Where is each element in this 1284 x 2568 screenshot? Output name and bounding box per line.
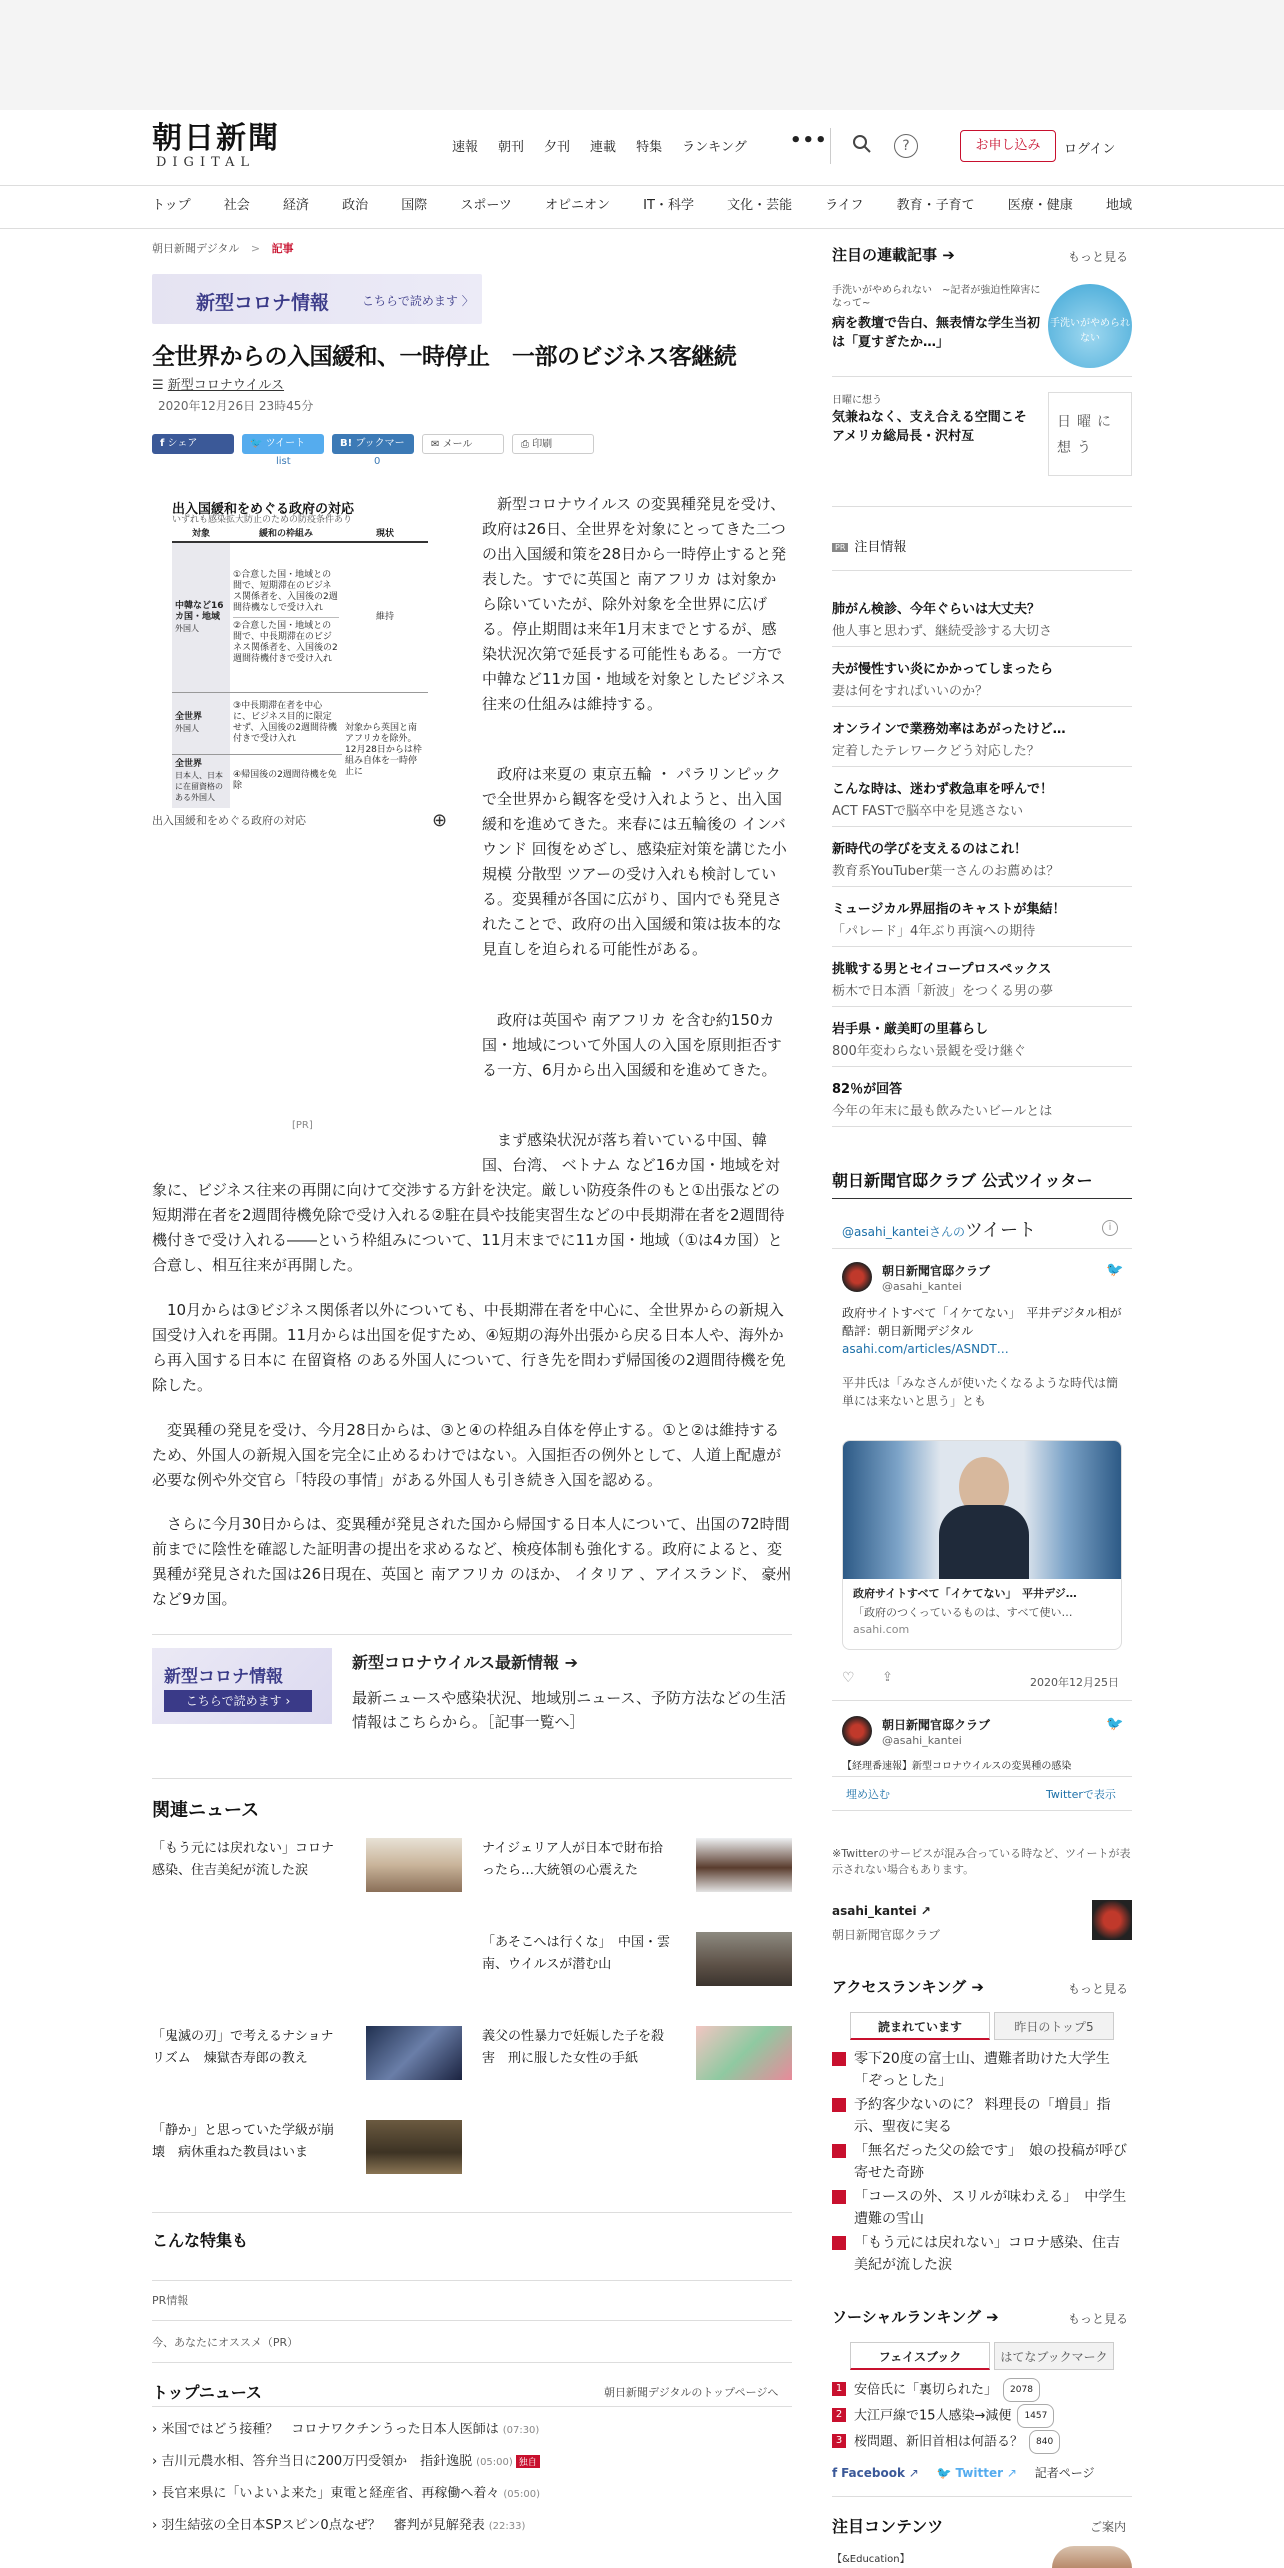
nav-item-choukan[interactable]: 朝刊 — [498, 140, 525, 155]
help-icon[interactable]: ? — [894, 134, 918, 158]
breadcrumb-current: 記事 — [271, 242, 294, 255]
divider — [832, 826, 1132, 827]
related-news-title: 関連ニュース — [152, 1800, 260, 1821]
featured-thumb-image[interactable] — [1052, 2546, 1132, 2568]
account-avatar[interactable] — [1092, 1900, 1132, 1940]
tweet-card-image — [843, 1441, 1121, 1579]
top-nav — [452, 136, 767, 155]
nav-item-sokuho[interactable]: 速報 — [452, 140, 479, 155]
bookmark-share-button[interactable]: B! ブックマーク — [332, 434, 414, 454]
social-ranking-item[interactable]: 1 安倍氏に「裏切られた」 2078 — [832, 2378, 1132, 2402]
cat-education[interactable]: 教育・子育て — [896, 198, 975, 213]
rank-marker — [832, 2144, 846, 2158]
twitter-bird-icon: 🐦 — [1106, 1716, 1124, 1732]
divider — [830, 128, 831, 164]
tweet-link[interactable]: asahi.com/articles/ASNDT… — [842, 1342, 1009, 1356]
apply-button[interactable]: お申し込み — [960, 130, 1056, 162]
pr-label: [PR] — [292, 1120, 313, 1131]
social-more-link[interactable]: もっと見る — [1068, 2312, 1129, 2326]
divider — [832, 1198, 1132, 1199]
rank-marker — [832, 2052, 846, 2066]
divider — [0, 228, 1284, 229]
pr-item-title[interactable]: ミュージカル界屈指のキャストが集結！ — [832, 902, 1066, 917]
pr-item-title[interactable]: 夫が慢性すい炎にかかってしまったら — [832, 662, 1054, 677]
pr-item-sub[interactable]: 教育系YouTuber葉一さんのお薦めは？ — [832, 864, 1060, 879]
featured-guide-link[interactable]: ご案内 — [1090, 2520, 1127, 2534]
tweet-card-desc: 「政府のつくっているものは、すべて使い… — [853, 1606, 1073, 1619]
figure-caption: 出入国緩和をめぐる政府の対応 — [152, 814, 306, 827]
nav-item-tokushu[interactable]: 特集 — [636, 140, 663, 155]
article-paragraph: まず感染状況が落ち着いている中国、韓国、台湾、 ベトナム など16カ国・地域を対象に、ビジネス往来の再開に向けて交渉する方針を決定。厳しい防疫条件のもと①出張などの短期滞在者を2週間待機免除で受け入れる②駐在員や技能実習生などの中長期滞在者を2週間待機付きで受け入れる――という枠組みについて、11月末までに11カ国・地域（①は4カ国）と合意し、相互往来が再開した。 — [152, 1131, 785, 1274]
info-icon[interactable]: i — [1102, 1220, 1118, 1236]
article-paragraph-wrap — [152, 1128, 792, 1278]
pr-item-sub[interactable]: 「パレード」4年ぶり再演への期待 — [832, 924, 1036, 939]
site-logo[interactable]: 朝日新聞 DIGITAL — [152, 121, 280, 170]
pr-item-sub[interactable]: 栃木で日本酒「新波」をつくる男の夢 — [832, 984, 1054, 999]
pr-item-title[interactable]: 挑戦する男とセイコープロスペックス — [832, 962, 1052, 977]
rank-marker — [832, 2190, 846, 2204]
cat-politics[interactable]: 政治 — [342, 198, 369, 213]
bookmark-count[interactable]: 0 — [374, 456, 381, 467]
divider — [152, 2406, 792, 2407]
tab-yesterday-top5[interactable]: 昨日のトップ5 — [994, 2012, 1114, 2040]
access-more-link[interactable]: もっと見る — [1068, 1982, 1129, 1996]
divider — [832, 1776, 1132, 1777]
article-paragraph: 変異種の発見を受け、今月28日からは、③と④の枠組み自体を停止する。①と②は維持するため、外国人の新規入国を完全に止めるわけではない。入国拒否の例外として、人道上配慮が必要な例や外交官ら「特段の事情」がある外国人も引き続き入国を認める。 — [152, 1421, 782, 1489]
divider — [832, 1700, 1132, 1701]
article-title: 全世界からの入国緩和、一時停止 一部のビジネス客継続 — [152, 344, 737, 370]
view-on-twitter-link[interactable]: Twitterで表示 — [1046, 1788, 1116, 1801]
access-ranking-item[interactable]: 予約客少ないのに？ 料理長の「増員」指示、聖夜に実る — [832, 2094, 1132, 2138]
divider — [832, 1810, 1132, 1811]
serial-label: 日曜に想う — [832, 395, 882, 406]
related-item[interactable]: 「もう元には戻れない」コロナ感染、住吉美紀が流した涙 — [152, 1841, 335, 1878]
divider — [832, 506, 1132, 507]
cat-economy[interactable]: 経済 — [282, 198, 309, 213]
tweet-author[interactable]: 朝日新聞官邸クラブ — [882, 1718, 991, 1732]
related-thumb-image[interactable] — [696, 2026, 792, 2080]
top-news-item[interactable]: › 長官来県に「いよいよ来た」東電と経産省、再稼働へ着々 (05:00) — [152, 2486, 540, 2501]
nav-item-rensai[interactable]: 連載 — [590, 140, 617, 155]
cat-health[interactable]: 医療・健康 — [1007, 198, 1073, 213]
cat-international[interactable]: 国際 — [401, 198, 428, 213]
divider — [832, 946, 1132, 947]
twitter-bird-icon: 🐦 — [1106, 1262, 1124, 1278]
tweet-card[interactable] — [842, 1440, 1122, 1650]
recommend-label: 今、あなたにオススメ（PR） — [152, 2336, 299, 2349]
share-count-badge: 2078 — [1003, 2378, 1040, 2402]
share-count-badge: 840 — [1029, 2430, 1060, 2454]
ad-banner-area — [0, 0, 1284, 110]
serial-thumb-image[interactable]: 日曜に想う — [1048, 392, 1132, 476]
covid-latest-body: 最新ニュースや感染状況、地域別ニュース、予防方法などの生活情報はこちらから。［記事一覧へ］ — [352, 1689, 786, 1731]
related-item[interactable]: 義父の性暴力で妊娠した子を殺害 刑に服した女性の手紙 — [482, 2029, 665, 2066]
share-count-badge: 1457 — [1017, 2404, 1054, 2428]
serial-item-title[interactable]: 病を教壇で告白、無表情な学生当初は「夏すぎたか…」 — [832, 316, 1041, 350]
cat-sports[interactable]: スポーツ — [460, 198, 512, 213]
serial-more-link[interactable]: もっと見る — [1068, 250, 1129, 264]
policy-table: 対象 緩和の枠組み 現状 中韓など16カ国・地域 外国人 ①合意した国・地域との間で、短期滞在のビジネス関係者を、入国後の2週間待機なしで受け入れ ②合意した国・地域との間で、中長期滞在のビジネス関係者を、入国後の2週間待機付きで受け入れ 維持 全世界 外国人 ③中長期滞在者を中心に、ビジネス目的に限定せず、入国後の2週間待機付きで受け入れ 対象から英国と南アフリカを除外。12月28日からは枠組み自体を一時停止に 全世界 日本人、日本に在留資格のある外国人 ④帰国後の2週間待機を免除 — [172, 524, 428, 808]
twitter-note: ※Twitterのサービスが混み合っている時など、ツイートが表示されない場合もあります。 — [832, 1847, 1131, 1876]
top-news-item[interactable]: › 羽生結弦の全日本SPスピン0点なぜ？ 審判が見解発表 (22:33) — [152, 2518, 526, 2533]
pr-item-title[interactable]: オンラインで業務効率はあがったけど… — [832, 722, 1066, 737]
related-thumb-image[interactable] — [366, 1838, 462, 1892]
search-icon[interactable] — [850, 134, 874, 158]
divider — [152, 2320, 792, 2321]
serial-item-title[interactable]: 気兼ねなく、支え合える空間こそ アメリカ総局長・沢村亙 — [832, 410, 1040, 444]
serial-title[interactable]: 注目の連載記事 ➔ — [832, 246, 955, 264]
top-news-item[interactable]: › 米国ではどう接種？ コロナワクチンうった日本人医師は (07:30) — [152, 2422, 540, 2437]
cat-opinion[interactable]: オピニオン — [545, 198, 611, 213]
serial-thumb-image[interactable]: 手洗いがやめられない — [1048, 284, 1132, 368]
pr-item-sub[interactable]: ACT FASTで脳卒中を見逃さない — [832, 804, 1024, 819]
access-ranking-item[interactable]: 「無名だった父の絵です」 娘の投稿が呼び寄せた奇跡 — [832, 2140, 1132, 2184]
rank-marker — [832, 2098, 846, 2112]
article-paragraph: 政府は来夏の 東京五輪 ・ パラリンピック で全世界から観客を受け入れようと、出入国緩和を進めてきた。来春には五輪後の インバウンド 回復をめざし、感染症対策を講じた小規模 分散型 ツアーの受け入れも検討している。変異種が各国に広がり、国内でも発見されたことで、政府の出入国緩和策は抜本的な見直しを迫られる可能性がある。 — [482, 765, 787, 958]
article-paragraph: 新型コロナウイルス の変異種発見を受け、政府は26日、全世界を対象にとってきた二つの出入国緩和策を28日から一時停止すると発表した。すでに英国と 南アフリカ は対象から除いていたが、除外対象を全世界に広げる。停止期間は来年1月末までとするが、感染状況次第で延長する可能性もある。一方で中韓など11カ国・地域を対象としたビジネス往来の仕組みは維持する。 — [482, 495, 787, 713]
cat-culture[interactable]: 文化・芸能 — [727, 198, 793, 213]
related-thumb-image[interactable] — [366, 2026, 462, 2080]
cat-region[interactable]: 地域 — [1105, 198, 1132, 213]
facebook-share-button[interactable]: f シェア — [152, 434, 234, 454]
nav-item-ranking[interactable]: ランキング — [682, 140, 747, 155]
more-menu-icon[interactable]: ••• — [790, 130, 828, 151]
twitter-share-button[interactable]: 🐦 ツイート — [242, 434, 324, 454]
divider — [152, 1634, 792, 1635]
divider — [832, 1126, 1132, 1127]
access-ranking-item[interactable]: 「もう元には戻れない」コロナ感染、住吉美紀が流した涙 — [832, 2232, 1132, 2276]
twitter-account-sub: 朝日新聞官邸クラブ — [832, 1928, 941, 1942]
divider — [832, 886, 1132, 887]
pr-item-title[interactable]: 肺がん検診、今年ぐらいは大丈夫？ — [832, 602, 1041, 617]
related-thumb-image[interactable] — [696, 1932, 792, 1986]
nav-item-yuukan[interactable]: 夕刊 — [544, 140, 571, 155]
cat-it-science[interactable]: IT・科学 — [643, 198, 694, 213]
embed-link[interactable]: 埋め込む — [846, 1788, 890, 1801]
tweet-text: 平井氏は「みなさんが使いたくなるような時代は簡単には来ないと思う」とも — [842, 1376, 1119, 1408]
twitter-link[interactable]: 🐦 Twitter ↗ — [936, 2466, 1017, 2480]
related-item[interactable]: 「あそこへは行くな」 中国・雲南、ウイルスが潜む山 — [482, 1935, 670, 1972]
print-button[interactable]: ⎙ 印刷 — [512, 434, 594, 454]
divider — [152, 2212, 792, 2213]
reporter-page-link[interactable]: 記者ページ — [1034, 2466, 1095, 2480]
tab-hatena[interactable]: はてなブックマーク — [994, 2342, 1114, 2370]
access-ranking-item[interactable]: 零下20度の富士山、遭難者助けた大学生「ぞっとした」 — [832, 2048, 1132, 2092]
tweet-handle[interactable]: @asahi_kantei — [882, 1734, 962, 1747]
access-ranking-title[interactable]: アクセスランキング ➔ — [832, 1978, 984, 1996]
article-paragraph: さらに今月30日からは、変異種が発見された国から帰国する日本人について、出国の72時間前までに陰性を確認した証明書の提出を求めるなど、検疫体制も強化する。政府によると、変異種が発見された国は26日現在、英国と 南アフリカ のほか、 イタリア 、アイスランド、 豪州 など9カ国。 — [152, 1515, 792, 1608]
divider — [152, 1778, 792, 1779]
divider — [152, 2280, 792, 2281]
pr-item-title[interactable]: 新時代の学びを支えるのはこれ！ — [832, 842, 1028, 857]
share-icon[interactable]: ⇪ — [882, 1670, 893, 1685]
twitter-account-link[interactable]: asahi_kantei ↗ — [832, 1904, 931, 1918]
divider — [832, 2496, 1132, 2497]
policy-figure[interactable]: 出入国緩和をめぐる政府の対応 いずれも感染拡大防止のための防疫条件あり 対象 緩和の枠組み 現状 中韓など16カ国・地域 外国人 ①合意した国・地域との間で、短期滞在のビジネス関係者を、入国後の2週間待機なしで受け入れ ②合意した国・地域との間で、中長期滞在のビジネス関係者を、入国後の2週間待機付きで受け入れ 維持 全世界 外国人 ③中長期滞在者を中心に、ビジネス目的に限定せず、入国後の2週間待機付きで受け入れ 対象から英国と南アフリカを除外。12月28日からは枠組み自体を一時停止に 全世界 日本人、日本に在留資格のある外国人 ④帰国後の2週間待機を免除 — [152, 490, 442, 820]
cat-top[interactable]: トップ — [152, 198, 191, 213]
avatar[interactable] — [842, 1716, 872, 1746]
social-links — [832, 2464, 1095, 2481]
like-icon[interactable]: ♡ — [842, 1670, 855, 1686]
article-paragraph: 10月からは③ビジネス関係者以外についても、中長期滞在者を中心に、全世界からの新規入国受け入れを再開。11月からは出国を促すため、④短期の海外出張から戻る日本人や、海外から再入国する日本に 在留資格 のある外国人について、行き先を問わず帰国後の2週間待機を免除した。 — [152, 1301, 786, 1394]
special-title: こんな特集も — [152, 2231, 249, 2250]
category-nav — [152, 194, 1132, 228]
divider — [832, 1248, 1132, 1249]
pr-item-sub[interactable]: 定着したテレワークどう対応した？ — [832, 744, 1040, 759]
tweet-text: 【経理番速報】新型コロナウイルスの変異種の感染 — [842, 1761, 1072, 1772]
exclusive-badge: 独自 — [516, 2455, 540, 2468]
tweet-card-title: 政府サイトすべて「イケてない」 平井デジ… — [853, 1587, 1077, 1600]
divider — [152, 2362, 792, 2363]
pr-section-title: PR 注目情報 — [832, 536, 906, 555]
featured-item[interactable]: 【&Education】 — [832, 2554, 910, 2565]
top-news-title: トップニュース — [152, 2383, 262, 2402]
cat-society[interactable]: 社会 — [223, 198, 250, 213]
featured-content-title: 注目コンテンツ — [832, 2517, 944, 2536]
top-news-item[interactable]: › 吉川元農水相、答弁当日に200万円受領か 指針逸脱 (05:00) 独自 — [152, 2450, 540, 2469]
divider — [832, 766, 1132, 767]
divider — [832, 706, 1132, 707]
rank-marker — [832, 2236, 846, 2250]
twitter-handle-label[interactable]: @asahi_kanteiさんのツイート — [842, 1220, 1037, 1241]
pr-info-label: PR情報 — [152, 2294, 189, 2307]
tweet-date[interactable]: 2020年12月25日 — [1030, 1676, 1119, 1689]
related-item[interactable]: 「静か」と思っていた学級が崩壊 病休重ねた教員はいま — [152, 2123, 335, 2160]
tweet-text: 政府サイトすべて「イケてない」 平井デジタル相が酷評：朝日新聞デジタル — [842, 1306, 1122, 1338]
rank-number: 2 — [832, 2408, 846, 2422]
tweet-handle[interactable]: @asahi_kantei — [882, 1280, 962, 1293]
pr-item-sub[interactable]: 他人事と思わず、継続受診する大切さ — [832, 624, 1052, 639]
pr-item-sub[interactable]: 妻は何をすればいいのか？ — [832, 684, 989, 699]
publish-date: 2020年12月26日 23時45分 — [158, 399, 314, 413]
pr-item-sub[interactable]: 800年変わらない景観を受け継ぐ — [832, 1044, 1026, 1059]
article-paragraph: 政府は英国や 南アフリカ を含む約150カ国・地域について外国人の入国を原則拒否する一方、6月から出入国緩和を進めてきた。 — [482, 1011, 782, 1079]
topic-tag[interactable]: ☰ 新型コロナウイルス — [152, 378, 285, 393]
access-ranking-item[interactable]: 「コースの外、スリルが味わえる」 中学生遭難の雪山 — [832, 2186, 1132, 2230]
related-item[interactable]: 「鬼滅の刃」で考えるナショナリズム 煉獄杏寿郎の教え — [152, 2029, 334, 2066]
rank-number: 3 — [832, 2434, 846, 2448]
facebook-link[interactable]: f Facebook ↗ — [832, 2466, 919, 2480]
tweet-card-domain: asahi.com — [853, 1623, 910, 1636]
related-thumb-image[interactable] — [366, 2120, 462, 2174]
covid-info-banner[interactable]: 新型コロナ情報 こちらで読めます 〉 — [152, 274, 482, 324]
breadcrumb: 朝日新聞デジタル > 記事 — [152, 242, 294, 255]
divider — [832, 1006, 1132, 1007]
divider — [832, 1066, 1132, 1067]
social-ranking-item[interactable]: 3 桜問題、新旧首相は何語る？ 840 — [832, 2430, 1132, 2454]
login-link[interactable]: ログイン — [1064, 142, 1116, 157]
site-header — [0, 110, 1284, 186]
serial-label: 手洗いがやめられない ~記者が強迫性障害になって~ — [832, 285, 1041, 309]
related-item[interactable]: ナイジェリア人が日本で財布拾ったら…大統領の心震えた — [482, 1841, 663, 1878]
pr-item-title[interactable]: こんな時は、迷わず救急車を呼んで！ — [832, 782, 1054, 797]
social-ranking-item[interactable]: 2 大江戸線で15人感染→減便 1457 — [832, 2404, 1132, 2428]
avatar[interactable] — [842, 1262, 872, 1292]
related-thumb-image[interactable] — [696, 1838, 792, 1892]
tweet-author[interactable]: 朝日新聞官邸クラブ — [882, 1264, 991, 1278]
social-ranking-title[interactable]: ソーシャルランキング ➔ — [832, 2308, 999, 2326]
breadcrumb-home[interactable]: 朝日新聞デジタル — [152, 242, 240, 255]
tweet-count[interactable]: list — [276, 456, 291, 467]
divider — [832, 570, 1132, 571]
covid-latest-image[interactable]: 新型コロナ情報 こちらで読めます › — [152, 1648, 332, 1724]
tab-facebook[interactable]: フェイスブック — [850, 2342, 990, 2370]
mail-share-button[interactable]: ✉ メール — [422, 434, 504, 454]
top-page-link[interactable]: 朝日新聞デジタルのトップページへ — [604, 2386, 779, 2399]
cat-life[interactable]: ライフ — [825, 198, 864, 213]
divider — [832, 376, 1132, 377]
pr-item-title[interactable]: 岩手県・厳美町の里暮らし — [832, 1022, 989, 1037]
divider — [832, 646, 1132, 647]
rank-number: 1 — [832, 2382, 846, 2396]
zoom-icon[interactable]: ⊕ — [432, 810, 448, 831]
twitter-section-title: 朝日新聞官邸クラブ 公式ツイッター — [832, 1171, 1093, 1190]
tab-most-read[interactable]: 読まれています — [850, 2012, 990, 2040]
pr-item-sub[interactable]: 今年の年末に最も飲みたいビールとは — [832, 1104, 1053, 1119]
covid-latest-title[interactable]: 新型コロナウイルス最新情報 ➔ — [352, 1653, 579, 1672]
pr-item-title[interactable]: 82％が回答 — [832, 1082, 903, 1097]
